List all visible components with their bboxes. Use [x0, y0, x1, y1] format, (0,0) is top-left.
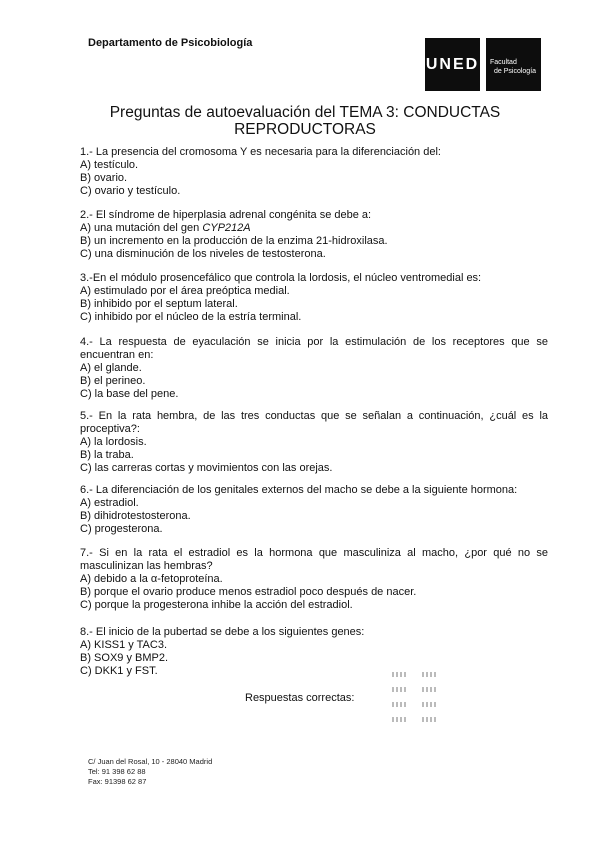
- answer-option: [80, 573, 548, 586]
- answer-option: [80, 185, 548, 198]
- question-stem: 1.- La presencia del cromosoma Y es necesaria para la diferenciación del:: [80, 146, 441, 158]
- question-stem: 8.- El inicio de la pubertad se debe a los siguientes genes:: [80, 626, 365, 638]
- gene-name: CYP212A: [202, 222, 251, 234]
- option-text: B) SOX9 y BMP2.: [80, 652, 169, 664]
- question-4: [80, 336, 548, 401]
- question-stem: 5.- En la rata hembra, de las tres conductas que se señalan a continuación, ¿cuál es la proceptiva?:: [80, 410, 548, 435]
- answer-option: [80, 222, 548, 235]
- answers-grid: [392, 672, 442, 722]
- question-2: [80, 209, 548, 261]
- option-text: A) estimulado por el área preóptica medial.: [80, 285, 290, 297]
- answer-option: [80, 497, 548, 510]
- title-line-1: Preguntas de autoevaluación del TEMA 3: CONDUCTAS: [109, 104, 501, 121]
- question-stem: 3.-En el módulo prosencefálico que controla la lordosis, el núcleo ventromedial es:: [80, 272, 482, 284]
- option-text: A) el glande.: [80, 362, 142, 374]
- answer-option: [80, 523, 548, 536]
- answer-mark: [392, 702, 406, 707]
- answer-mark: [422, 687, 436, 692]
- answer-mark: [392, 687, 406, 692]
- answer-option: [80, 172, 548, 185]
- option-text: C) la base del pene.: [80, 388, 179, 400]
- option-text: A) testículo.: [80, 159, 139, 171]
- answer-option: [80, 248, 548, 261]
- answers-label: Respuestas correctas:: [245, 692, 355, 704]
- option-text: B) inhibido por el septum lateral.: [80, 298, 238, 310]
- answer-option: [80, 159, 548, 172]
- faculty-logo: [486, 38, 541, 91]
- option-text: C) progesterona.: [80, 523, 163, 535]
- option-text: A) KISS1 y TAC3.: [80, 639, 168, 651]
- answer-option: [80, 599, 548, 612]
- answer-option: [80, 449, 548, 462]
- question-3: [80, 272, 548, 324]
- footer-contact: [88, 757, 212, 787]
- option-text: C) porque la progesterona inhibe la acción del estradiol.: [80, 599, 353, 611]
- answer-option: [80, 586, 548, 599]
- question-stem: 4.- La respuesta de eyaculación se inicia por la estimulación de los receptores que se encuentran en:: [80, 336, 548, 361]
- answer-option: [80, 235, 548, 248]
- answer-mark: [422, 672, 436, 677]
- department-name: Departamento de Psicobiología: [88, 37, 253, 49]
- footer-address: C/ Juan del Rosal, 10 - 28040 Madrid: [88, 757, 213, 766]
- footer-tel: Tel: 91 398 62 88: [88, 767, 146, 776]
- option-text: B) el perineo.: [80, 375, 146, 387]
- answer-option: [80, 388, 548, 401]
- question-6: [80, 484, 548, 536]
- answer-option: [80, 375, 548, 388]
- logo-sub-2: de Psicología: [494, 68, 537, 75]
- option-text: B) porque el ovario produce menos estradiol poco después de nacer.: [80, 586, 417, 598]
- question-stem: 7.- Si en la rata el estradiol es la hormona que masculiniza al macho, ¿por qué no se masculinizan las hembras?: [80, 547, 548, 572]
- answer-mark: [422, 717, 436, 722]
- logo-sub-1: Facultad: [490, 59, 517, 66]
- title-line-2: REPRODUCTORAS: [234, 121, 376, 138]
- option-text: B) ovario.: [80, 172, 128, 184]
- option-text: C) ovario y testículo.: [80, 185, 181, 197]
- option-text: B) la traba.: [80, 449, 134, 461]
- option-text: C) las carreras cortas y movimientos con las orejas.: [80, 462, 333, 474]
- answer-mark: [392, 717, 406, 722]
- question-1: [80, 146, 548, 198]
- question-5: [80, 410, 548, 475]
- answer-option: [80, 362, 548, 375]
- answer-mark: [422, 702, 436, 707]
- answer-mark: [392, 672, 406, 677]
- option-text: B) un incremento en la producción de la enzima 21-hidroxilasa.: [80, 235, 388, 247]
- option-text: C) una disminución de los niveles de testosterona.: [80, 248, 326, 260]
- option-text: B) dihidrotestosterona.: [80, 510, 191, 522]
- question-stem: 2.- El síndrome de hiperplasia adrenal congénita se debe a:: [80, 209, 372, 221]
- footer-fax: Fax: 91398 62 87: [88, 777, 147, 786]
- uned-logo: [425, 38, 480, 91]
- option-text: C) inhibido por el núcleo de la estría terminal.: [80, 311, 302, 323]
- answer-option: [80, 298, 548, 311]
- answer-option: [80, 285, 548, 298]
- answer-option: [80, 639, 548, 652]
- answer-option: [80, 436, 548, 449]
- option-text: A) estradiol.: [80, 497, 139, 509]
- answer-option: [80, 311, 548, 324]
- answer-option: [80, 652, 548, 665]
- question-8: [80, 626, 548, 678]
- question-stem: 6.- La diferenciación de los genitales externos del macho se debe a la siguiente hormona:: [80, 484, 518, 496]
- answer-option: [80, 462, 548, 475]
- question-7: [80, 547, 548, 612]
- page-title: [80, 104, 530, 138]
- option-text: C) DKK1 y FST.: [80, 665, 158, 677]
- logo-text: UNED: [425, 55, 480, 73]
- option-text: A) la lordosis.: [80, 436, 147, 448]
- answer-option: [80, 665, 548, 678]
- option-text: A) debido a la α-fetoproteína.: [80, 573, 223, 585]
- answer-option: [80, 510, 548, 523]
- option-text: A) una mutación del gen: [80, 222, 203, 234]
